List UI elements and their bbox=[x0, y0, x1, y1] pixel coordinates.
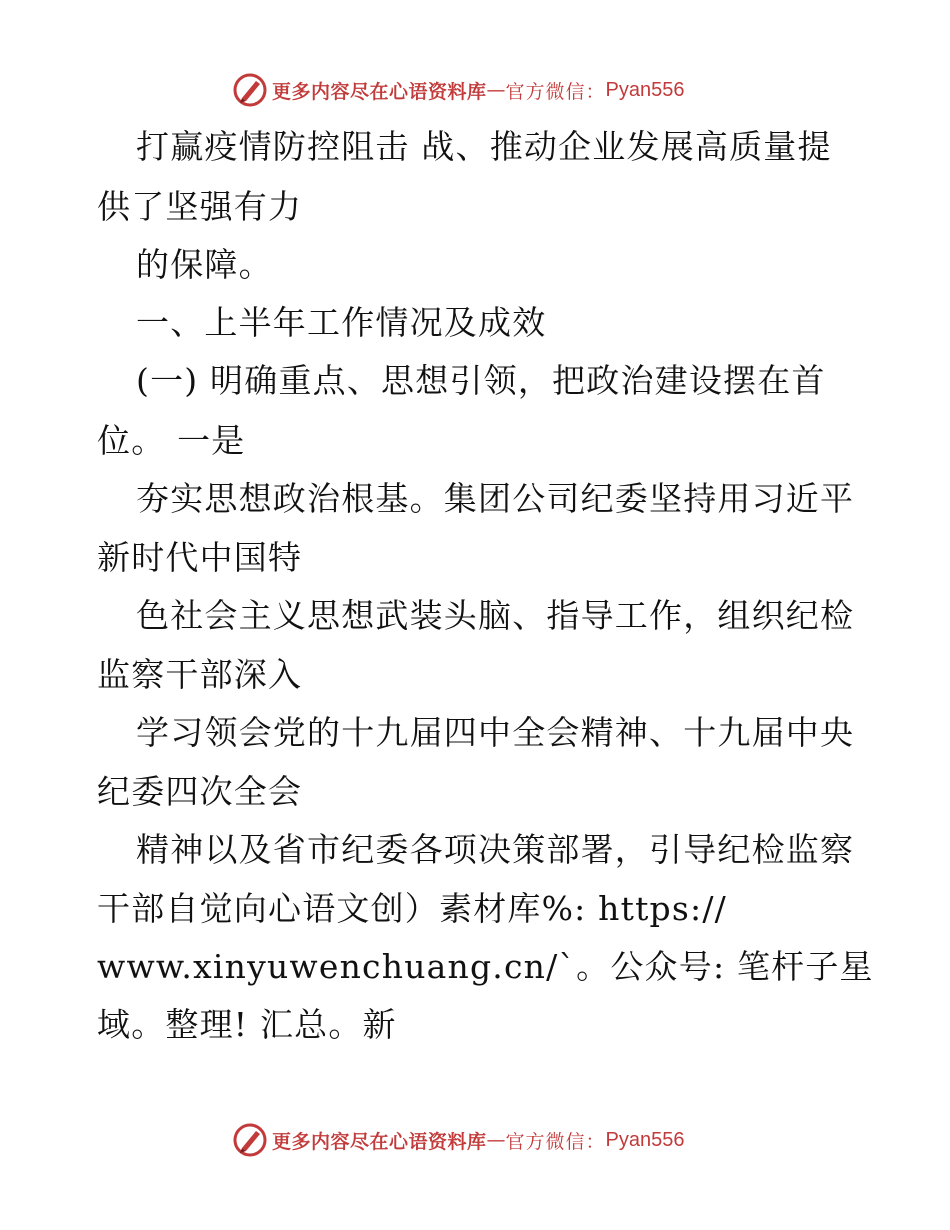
body-line: 纪委四次全会 bbox=[97, 772, 303, 811]
banner-wechat-id: Pyan556 bbox=[605, 1128, 685, 1151]
footer-banner bbox=[232, 1120, 685, 1160]
banner-wechat-label: 官方微信： bbox=[505, 1130, 606, 1153]
banner-separator: — bbox=[486, 79, 506, 101]
banner-wechat-label: 官方微信： bbox=[505, 80, 606, 103]
banner-main-text: 更多内容尽在心语资料库 bbox=[272, 1130, 487, 1153]
body-line: 学习领会党的十九届四中全会精神、十九届中央 bbox=[136, 713, 855, 752]
body-line: 色社会主义思想武装头脑、指导工作，组织纪检 bbox=[136, 596, 855, 635]
subsection-heading: (一) 明确重点、思想引领，把政治建设摆在首 bbox=[136, 361, 826, 400]
banner-wechat-id: Pyan556 bbox=[605, 78, 685, 101]
body-line: 干部自觉向心语文创）素材库%: https:// bbox=[97, 889, 727, 928]
header-banner bbox=[232, 70, 685, 110]
body-line: 监察干部深入 bbox=[97, 655, 303, 694]
body-line: 打赢疫情防控阻击 战、推动企业发展高质量提 bbox=[136, 127, 832, 166]
body-line: 的保障。 bbox=[136, 245, 273, 284]
body-line: www.xinyuwenchuang.cn/`。公众号: 笔杆子星 bbox=[97, 947, 874, 986]
pen-logo-icon bbox=[232, 72, 268, 108]
body-line: 夯实思想政治根基。集团公司纪委坚持用习近平 bbox=[136, 479, 855, 518]
banner-separator: — bbox=[486, 1129, 506, 1151]
pen-logo-icon bbox=[232, 1122, 268, 1158]
body-line: 供了坚强有力 bbox=[97, 187, 303, 226]
banner-main-text: 更多内容尽在心语资料库 bbox=[272, 80, 487, 103]
body-line: 域。整理! 汇总。新 bbox=[97, 1005, 397, 1044]
body-line: 新时代中国特 bbox=[97, 538, 303, 577]
body-line: 精神以及省市纪委各项决策部署，引导纪检监察 bbox=[136, 830, 855, 869]
body-line: 位。 一是 bbox=[97, 421, 246, 460]
section-heading: 一、上半年工作情况及成效 bbox=[136, 303, 547, 342]
